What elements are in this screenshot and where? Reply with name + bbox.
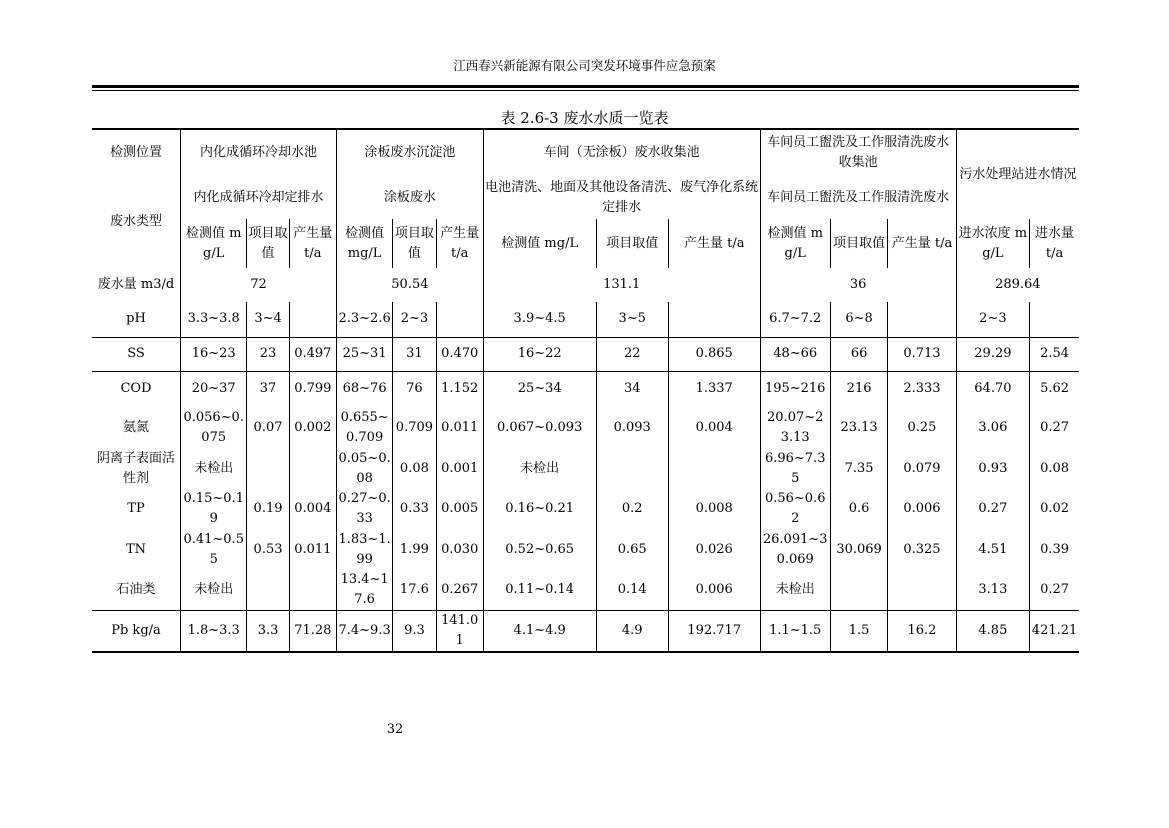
- table-cell: [247, 449, 289, 489]
- table-cell: 0.011: [289, 529, 336, 570]
- table-cell: 0.14: [596, 570, 668, 611]
- table-cell: 3~5: [596, 302, 668, 337]
- table-cell: 0.005: [436, 489, 483, 529]
- table-cell: 16~22: [483, 337, 596, 371]
- type-3: 电池清洗、地面及其他设备清洗、废气净化系统定排水: [483, 176, 760, 219]
- table-cell: 66: [830, 337, 887, 371]
- table-cell: 216: [830, 371, 887, 407]
- table-cell: 0.41~0.55: [181, 529, 247, 570]
- table-cell: 31: [393, 337, 436, 371]
- row-label: 石油类: [92, 570, 181, 611]
- table-cell: 0.53: [247, 529, 289, 570]
- sub-header: 产生量 t/a: [289, 219, 336, 268]
- row-label: Pb kg/a: [92, 611, 181, 653]
- table-cell: 0.030: [436, 529, 483, 570]
- table-cell: 未检出: [181, 570, 247, 611]
- table-cell: 0.27: [956, 489, 1029, 529]
- table-cell: 23: [247, 337, 289, 371]
- table-cell: 20~37: [181, 371, 247, 407]
- table-cell: 3.13: [956, 570, 1029, 611]
- volume-value: 72: [181, 268, 337, 302]
- table-cell: 4.51: [956, 529, 1029, 570]
- sub-header: 产生量 t/a: [888, 219, 956, 268]
- sub-header: 项目取值: [393, 219, 436, 268]
- table-cell: 0.6: [830, 489, 887, 529]
- table-cell: [289, 570, 336, 611]
- page-number: 32: [386, 722, 404, 737]
- table-cell: 0.497: [289, 337, 336, 371]
- table-cell: [289, 449, 336, 489]
- table-cell: 0.07: [247, 407, 289, 449]
- table-cell: 0.004: [668, 407, 760, 449]
- table-cell: 7.35: [830, 449, 887, 489]
- table-cell: [888, 570, 956, 611]
- table-cell: 141.01: [436, 611, 483, 653]
- table-cell: 0.002: [289, 407, 336, 449]
- row-label: COD: [92, 371, 181, 407]
- row-label: SS: [92, 337, 181, 371]
- table-cell: 0.004: [289, 489, 336, 529]
- table-cell: [830, 570, 887, 611]
- table-cell: 1.83~1.99: [336, 529, 392, 570]
- table-row: [92, 529, 1079, 570]
- volume-row: [92, 268, 1079, 302]
- table-cell: 未检出: [483, 449, 596, 489]
- type-4: 车间员工盥洗及工作服清洗废水: [760, 176, 956, 219]
- table-cell: 0.08: [1040, 461, 1070, 476]
- table-cell: [436, 302, 483, 337]
- table-cell: 20.07~23.13: [760, 407, 830, 449]
- table-cell: 0.2: [596, 489, 668, 529]
- table-cell: 0.27: [1040, 582, 1070, 597]
- sub-header: 进水浓度 mg/L: [956, 219, 1029, 268]
- table-cell: 0.006: [668, 570, 760, 611]
- table-cell: 421.21: [1030, 611, 1079, 653]
- sub-header: 检测值 mg/L: [336, 219, 392, 268]
- row-label: TP: [92, 489, 181, 529]
- location-4: 车间员工盥洗及工作服清洗废水收集池: [760, 129, 956, 176]
- type-1: 内化成循环冷却定排水: [181, 176, 337, 219]
- table-cell: 0.56~0.62: [760, 489, 830, 529]
- table-caption: 表 2.6-3 废水水质一览表: [500, 109, 669, 127]
- table-cell: 3.3~3.8: [181, 302, 247, 337]
- table-cell: 0.19: [247, 489, 289, 529]
- table-cell: 6.7~7.2: [760, 302, 830, 337]
- table-cell: 9.3: [393, 611, 436, 653]
- table-cell: 1.5: [830, 611, 887, 653]
- volume-value: 50.54: [336, 268, 483, 302]
- table-cell: 0.067~0.093: [483, 407, 596, 449]
- table-cell: 0.27: [1040, 420, 1070, 435]
- table-cell: 16.2: [888, 611, 956, 653]
- row-label: pH: [92, 302, 181, 337]
- table-cell: 3.06: [956, 407, 1029, 449]
- table-cell: [888, 302, 956, 337]
- location-2: 涂板废水沉淀池: [336, 129, 483, 176]
- table-cell: 3.3: [247, 611, 289, 653]
- table-cell: 29.29: [956, 337, 1029, 371]
- table-cell: 0.011: [436, 407, 483, 449]
- table-cell: 2.333: [888, 371, 956, 407]
- table-cell: 1.99: [393, 529, 436, 570]
- table-cell: 64.70: [956, 371, 1029, 407]
- table-cell: 1.8~3.3: [181, 611, 247, 653]
- table-cell: 0.056~0.075: [181, 407, 247, 449]
- table-cell: 26.091~30.069: [760, 529, 830, 570]
- table-cell: 0.325: [888, 529, 956, 570]
- table-cell: 23.13: [830, 407, 887, 449]
- table-cell: 5.62: [1030, 371, 1079, 407]
- table-cell: 0.006: [888, 489, 956, 529]
- table-cell: 0.470: [436, 337, 483, 371]
- table-cell: 2~3: [393, 302, 436, 337]
- table-cell: 0.52~0.65: [483, 529, 596, 570]
- table-cell: 0.11~0.14: [483, 570, 596, 611]
- sub-header: 检测值 mg/L: [181, 219, 247, 268]
- table-cell: 2.3~2.6: [336, 302, 392, 337]
- table-cell: 6.96~7.35: [760, 449, 830, 489]
- table-cell: 22: [596, 337, 668, 371]
- table-cell: [596, 449, 668, 489]
- table-cell: 25~31: [336, 337, 392, 371]
- table-cell: 0.079: [888, 449, 956, 489]
- sub-header: 项目取值: [830, 219, 887, 268]
- table-cell: 71.28: [289, 611, 336, 653]
- volume-value: 131.1: [483, 268, 760, 302]
- table-cell: 34: [596, 371, 668, 407]
- table-cell: 4.1~4.9: [483, 611, 596, 653]
- table-row: [92, 570, 1079, 611]
- table-cell: 0.008: [668, 489, 760, 529]
- table-cell: 0.001: [436, 449, 483, 489]
- table-cell: 未检出: [760, 570, 830, 611]
- location-label: 检测位置: [92, 129, 181, 176]
- sub-header: 项目取值: [247, 219, 289, 268]
- table-cell: 6~8: [830, 302, 887, 337]
- table-cell: 3.9~4.5: [483, 302, 596, 337]
- table-cell: 195~216: [760, 371, 830, 407]
- table-cell: 0.27~0.33: [336, 489, 392, 529]
- table-cell: 4.85: [956, 611, 1029, 653]
- table-cell: 0.93: [956, 449, 1029, 489]
- sub-header: 检测值 mg/L: [483, 219, 596, 268]
- table-cell: 0.026: [668, 529, 760, 570]
- table-row: [92, 302, 1079, 337]
- table-cell: 0.39: [1040, 541, 1070, 557]
- table-cell: 17.6: [393, 570, 436, 611]
- table-cell: 0.33: [393, 489, 436, 529]
- sub-header: 产生量 t/a: [668, 219, 760, 268]
- table-cell: 4.9: [596, 611, 668, 653]
- location-5: 污水处理站进水情况: [956, 129, 1079, 219]
- table-cell: [668, 449, 760, 489]
- table-cell: 0.709: [393, 407, 436, 449]
- sub-header: 产生量 t/a: [436, 219, 483, 268]
- header-rule-thick: [92, 85, 1079, 88]
- table-cell: 192.717: [668, 611, 760, 653]
- table-cell: 0.655~0.709: [336, 407, 392, 449]
- volume-label: 废水量 m3/d: [92, 268, 181, 302]
- table-cell: 0.865: [668, 337, 760, 371]
- location-3: 车间（无涂板）废水收集池: [483, 129, 760, 176]
- table-cell: 13.4~17.6: [336, 570, 392, 611]
- type-2: 涂板废水: [336, 176, 483, 219]
- table-cell: 0.05~0.08: [336, 449, 392, 489]
- table-cell: 2.54: [1030, 337, 1079, 371]
- row-label: TN: [92, 529, 181, 570]
- table-cell: 0.16~0.21: [483, 489, 596, 529]
- header-rule-thin: [92, 90, 1079, 91]
- table-cell: [1030, 302, 1079, 337]
- wastewater-type-label: 废水类型: [92, 176, 181, 268]
- table-cell: 0.713: [888, 337, 956, 371]
- table-cell: 0.25: [888, 407, 956, 449]
- table-cell: 0.08: [393, 449, 436, 489]
- table-cell: 3~4: [247, 302, 289, 337]
- table-cell: 37: [247, 371, 289, 407]
- table-cell: 1.1~1.5: [760, 611, 830, 653]
- table-row: [92, 449, 1079, 489]
- table-row: [92, 611, 1079, 653]
- table-cell: 25~34: [483, 371, 596, 407]
- sub-header: 进水量 t/a: [1035, 225, 1075, 261]
- table-cell: [247, 570, 289, 611]
- table-row: [92, 407, 1079, 449]
- table-cell: 76: [393, 371, 436, 407]
- table-cell: 0.799: [289, 371, 336, 407]
- volume-value: 289.64: [995, 277, 1041, 292]
- table-cell: 0.267: [436, 570, 483, 611]
- location-header-row: [92, 129, 1079, 176]
- table-cell: 0.15~0.19: [181, 489, 247, 529]
- document-header: 江西春兴新能源有限公司突发环境事件应急预案: [453, 58, 716, 73]
- volume-value: 36: [760, 268, 956, 302]
- table-row: [92, 337, 1079, 371]
- table-cell: 68~76: [336, 371, 392, 407]
- table-cell: [289, 302, 336, 337]
- table-cell: 48~66: [760, 337, 830, 371]
- row-label: 氨氮: [92, 407, 181, 449]
- table-cell: 0.093: [596, 407, 668, 449]
- location-1: 内化成循环冷却水池: [181, 129, 337, 176]
- table-cell: 1.152: [436, 371, 483, 407]
- table-cell: [668, 302, 760, 337]
- table-cell: 1.337: [668, 371, 760, 407]
- wastewater-quality-table: [92, 128, 1079, 653]
- table-body: [92, 302, 1079, 652]
- sub-header: 项目取值: [596, 219, 668, 268]
- table-cell: 30.069: [830, 529, 887, 570]
- table-cell: 未检出: [181, 449, 247, 489]
- table-cell: 16~23: [181, 337, 247, 371]
- table-cell: 0.65: [596, 529, 668, 570]
- table-row: [92, 489, 1079, 529]
- sub-header-row: [92, 219, 1079, 268]
- table-row: [92, 371, 1079, 407]
- row-label: 阴离子表面活性剂: [92, 449, 181, 489]
- sub-header: 检测值 mg/L: [760, 219, 830, 268]
- type-header-row: [92, 176, 1079, 219]
- table-cell: 7.4~9.3: [336, 611, 392, 653]
- table-cell: 2~3: [956, 302, 1029, 337]
- table-cell: 0.02: [1040, 501, 1070, 516]
